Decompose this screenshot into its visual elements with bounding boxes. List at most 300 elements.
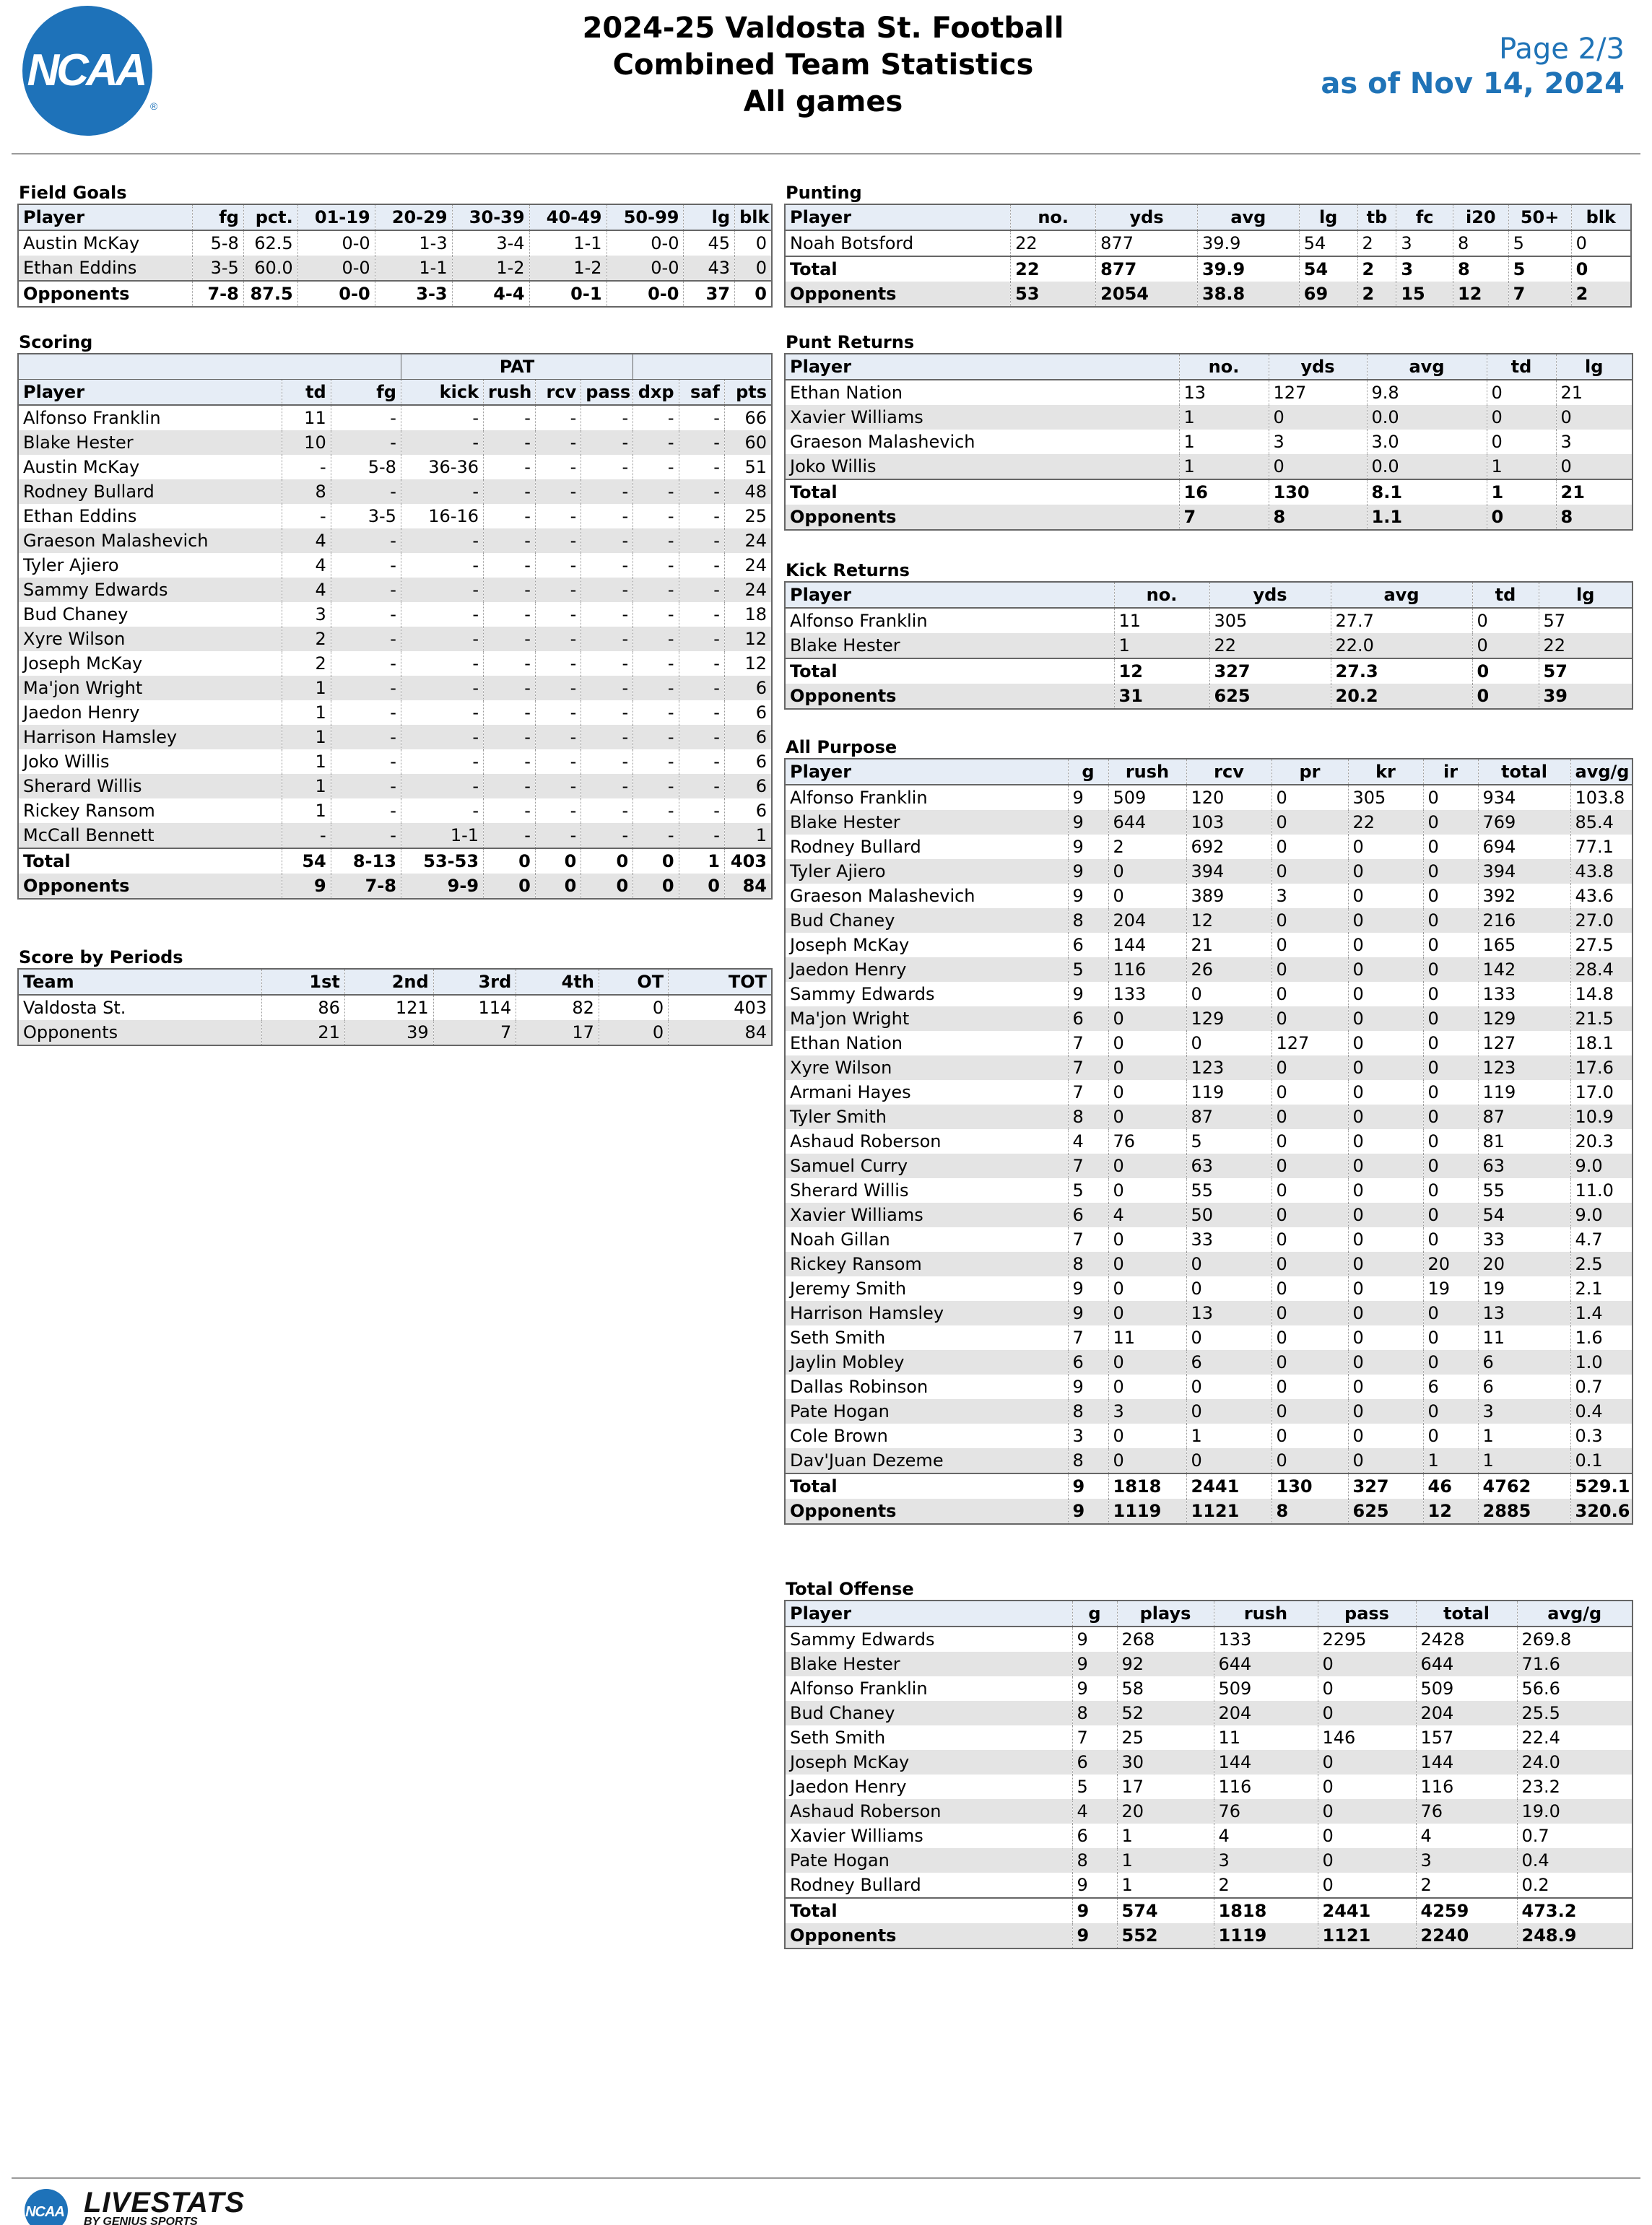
table-row	[18, 455, 772, 479]
stat-cell: 0	[1423, 1203, 1478, 1227]
stat-cell: -	[633, 651, 679, 676]
stat-cell: 1	[1423, 1448, 1478, 1473]
page-number: Page 2/3	[1499, 32, 1625, 66]
stat-cell: 31	[1114, 684, 1209, 709]
table-row	[785, 982, 1633, 1006]
column-header: total	[1478, 759, 1570, 785]
kick-returns-section	[784, 559, 1632, 710]
row-label: Total	[785, 1473, 1068, 1499]
stat-cell: 0	[755, 233, 767, 253]
stat-cell: 0	[1318, 1750, 1416, 1775]
stat-cell: 20.2	[1331, 684, 1472, 709]
table-row	[785, 1627, 1633, 1652]
stat-cell: 0	[1271, 785, 1348, 810]
stat-cell: 157	[1416, 1725, 1517, 1750]
stat-cell: 71.6	[1517, 1652, 1633, 1676]
stat-cell: 5	[1072, 1775, 1117, 1799]
table-row	[18, 578, 772, 602]
table-row	[18, 504, 772, 528]
stat-cell: 20	[1117, 1799, 1214, 1824]
stat-cell: 1.0	[1570, 1350, 1633, 1375]
column-header: td	[1472, 582, 1539, 608]
stat-cell: -	[679, 455, 724, 479]
stat-cell: 4.7	[1575, 1229, 1603, 1250]
score-by-periods-section	[17, 946, 773, 1046]
row-label: Joseph McKay	[785, 1750, 1072, 1775]
stat-cell: 2054	[1096, 282, 1198, 307]
stat-cell: 644	[1108, 810, 1186, 835]
stat-cell: 27.0	[1570, 908, 1633, 933]
header-row	[18, 380, 772, 406]
stat-cell: 0	[1423, 957, 1478, 982]
column-header: tb	[1357, 204, 1396, 230]
stat-cell: 644	[1214, 1652, 1318, 1676]
stat-cell: -	[581, 774, 633, 798]
stat-cell: -	[484, 823, 536, 848]
stat-cell: -	[401, 798, 483, 823]
stat-cell: -	[331, 700, 401, 725]
stat-cell: 3-3	[375, 281, 452, 307]
stat-cell: 0	[1423, 1105, 1478, 1129]
ncaa-logo-text: NCAA	[27, 45, 145, 95]
stat-cell: -	[581, 725, 633, 749]
stat-cell: 0	[1271, 1424, 1348, 1448]
stat-cell: -	[581, 749, 633, 774]
stat-cell: 0	[1108, 1080, 1186, 1105]
punt-returns-table	[784, 353, 1633, 531]
stat-cell: 0	[1348, 1129, 1423, 1154]
column-header: 30-39	[452, 204, 529, 230]
stat-cell: 0	[599, 1020, 668, 1045]
row-label: Noah Gillan	[785, 1227, 1068, 1252]
stat-cell: 116	[1416, 1775, 1517, 1799]
stat-cell: 62.5	[243, 230, 297, 256]
stat-cell: 22	[1011, 256, 1096, 282]
stat-cell: 0	[1108, 1448, 1186, 1473]
stat-cell: 0	[1271, 835, 1348, 859]
stat-cell: 305	[1348, 785, 1423, 810]
column-header: Player	[785, 759, 1068, 785]
stat-cell: 39.9	[1197, 256, 1299, 282]
stat-cell: -	[679, 774, 724, 798]
stat-cell: -	[535, 700, 581, 725]
stat-cell: 25	[1117, 1725, 1214, 1750]
stat-cell: 84	[669, 1020, 772, 1045]
column-header: yds	[1096, 204, 1198, 230]
stat-cell: 625	[1209, 684, 1331, 709]
kick-returns-table	[784, 581, 1633, 710]
stat-cell: 509	[1416, 1676, 1517, 1701]
column-header: fg	[331, 380, 401, 406]
as-of-date: as of Nov 14, 2024	[1321, 67, 1625, 100]
row-label: Harrison Hamsley	[18, 725, 282, 749]
column-header: lg	[1299, 204, 1357, 230]
row-label: Pate Hogan	[785, 1848, 1072, 1873]
row-label: Rodney Bullard	[785, 835, 1068, 859]
table-row	[785, 1873, 1633, 1898]
stat-cell: 19	[1423, 1276, 1478, 1301]
table-row	[785, 454, 1633, 479]
column-header: td	[1487, 354, 1556, 380]
totals-row	[785, 1923, 1633, 1948]
column-header: Player	[785, 582, 1114, 608]
table-row	[18, 725, 772, 749]
stat-cell: -	[633, 455, 679, 479]
column-header: Player	[785, 354, 1179, 380]
stat-cell: 7-8	[331, 874, 401, 899]
column-header: 3rd	[433, 969, 516, 995]
stat-cell: 123	[1186, 1055, 1271, 1080]
stat-cell: 509	[1108, 785, 1186, 810]
stat-cell: -	[331, 627, 401, 651]
totals-row	[18, 281, 772, 307]
stat-cell: 0.1	[1570, 1448, 1633, 1473]
stat-cell: 0-0	[607, 256, 684, 281]
stat-cell: 4	[1108, 1203, 1186, 1227]
column-header: saf	[679, 380, 724, 406]
stat-cell: 877	[1096, 230, 1198, 256]
stat-cell: -	[331, 553, 401, 578]
row-label: Graeson Malashevich	[785, 430, 1179, 454]
stat-cell: 4	[1416, 1824, 1517, 1848]
stat-cell: 0	[1108, 1154, 1186, 1178]
stat-cell: 0	[484, 874, 536, 899]
stat-cell: 0-0	[297, 256, 375, 281]
row-label: Joseph McKay	[785, 933, 1068, 957]
stat-cell: 0.0	[1367, 405, 1487, 430]
row-label: Xavier Williams	[785, 1824, 1072, 1848]
stat-cell: 1	[1186, 1424, 1271, 1448]
row-label: Total	[785, 256, 1011, 282]
stat-cell: 0	[1472, 633, 1539, 658]
stat-cell: 9.0	[1570, 1203, 1633, 1227]
row-label: Total	[785, 658, 1114, 684]
column-header: 01-19	[297, 204, 375, 230]
stat-cell: 7	[1072, 1725, 1117, 1750]
table-row	[18, 230, 772, 256]
column-header: dxp	[633, 380, 679, 406]
stat-cell: 20.3	[1575, 1131, 1614, 1151]
stat-cell: 19	[1478, 1276, 1570, 1301]
stat-cell: 4-4	[452, 281, 529, 307]
stat-cell: 23.2	[1521, 1777, 1560, 1797]
stat-cell: 1-1	[401, 823, 483, 848]
stat-cell: -	[581, 553, 633, 578]
stat-cell: -	[679, 798, 724, 823]
stat-cell: 27.3	[1331, 658, 1472, 684]
report-title	[448, 10, 1199, 121]
stat-cell: -	[633, 823, 679, 848]
stat-cell: 0	[1423, 835, 1478, 859]
column-header: lg	[684, 204, 735, 230]
stat-cell: 0	[599, 995, 668, 1020]
stat-cell: 0.2	[1521, 1875, 1549, 1895]
stat-cell: -	[633, 749, 679, 774]
stat-cell: 5	[1508, 230, 1571, 256]
stat-cell: 9.8	[1367, 380, 1487, 405]
stat-cell: 2	[1214, 1873, 1318, 1898]
stat-cell: 1	[1179, 454, 1269, 479]
stat-cell: -	[282, 455, 331, 479]
stat-cell: 9	[1068, 1301, 1108, 1325]
table-row	[785, 1031, 1633, 1055]
stat-cell: -	[484, 700, 536, 725]
stat-cell: -	[679, 479, 724, 504]
stat-cell: 327	[1209, 658, 1331, 684]
stat-cell: 529.1	[1570, 1473, 1633, 1499]
stat-cell: 133	[1108, 982, 1186, 1006]
stat-cell: 84	[724, 874, 772, 899]
stat-cell: -	[331, 676, 401, 700]
stat-cell: -	[282, 504, 331, 528]
stat-cell: -	[535, 823, 581, 848]
stat-cell: 327	[1348, 1473, 1423, 1499]
stat-cell: 1	[724, 823, 772, 848]
stat-cell: -	[331, 405, 401, 430]
punting-title: Punting	[786, 183, 862, 203]
stat-cell: 11	[282, 405, 331, 430]
stat-cell: 2240	[1416, 1923, 1517, 1948]
stat-cell: 0	[535, 874, 581, 899]
stat-cell: 114	[433, 995, 516, 1020]
stat-cell: 5-8	[331, 455, 401, 479]
stat-cell: -	[633, 700, 679, 725]
stat-cell: 8.1	[1367, 479, 1487, 505]
stat-cell: 11	[1214, 1725, 1318, 1750]
stat-cell: 204	[1214, 1701, 1318, 1725]
stat-cell: 6	[1186, 1350, 1271, 1375]
stat-cell: 45	[684, 230, 735, 256]
table-row	[18, 1020, 772, 1045]
column-header: Player	[785, 1601, 1072, 1627]
stat-cell: 123	[1478, 1055, 1570, 1080]
stat-cell: 0	[1487, 380, 1556, 405]
stat-cell: 0	[1423, 859, 1478, 884]
stat-cell: 0	[1271, 1105, 1348, 1129]
stat-cell: -	[401, 774, 483, 798]
stat-cell: 6	[1068, 1350, 1108, 1375]
stat-cell: 54	[282, 848, 331, 874]
stat-cell: 9	[1068, 1473, 1108, 1499]
stat-cell: 116	[1108, 957, 1186, 982]
stat-cell: 103.8	[1575, 788, 1625, 808]
stat-cell: -	[484, 528, 536, 553]
title-line-1: 2024-25 Valdosta St. Football	[582, 12, 1064, 45]
table-row	[785, 1129, 1633, 1154]
stat-cell: -	[282, 823, 331, 848]
stat-cell: 0	[1423, 1301, 1478, 1325]
column-header: total	[1416, 1601, 1517, 1627]
stat-cell: 0-1	[529, 281, 607, 307]
stat-cell: 2	[1357, 230, 1396, 256]
column-header: g	[1072, 1601, 1117, 1627]
kick-returns-title: Kick Returns	[786, 560, 910, 580]
row-label: Alfonso Franklin	[785, 1676, 1072, 1701]
stat-cell: 0	[1348, 1325, 1423, 1350]
row-label: Ashaud Roberson	[785, 1799, 1072, 1824]
stat-cell: 0	[581, 848, 633, 874]
row-label: Ethan Eddins	[18, 256, 193, 281]
column-header: lg	[1539, 582, 1633, 608]
stat-cell: 0	[1472, 684, 1539, 709]
stat-cell: 0	[735, 256, 772, 281]
livestats-text: LIVESTATS	[84, 2187, 245, 2219]
row-label: Sherard Willis	[18, 774, 282, 798]
stat-cell: 0	[1423, 1325, 1478, 1350]
stat-cell: -	[679, 553, 724, 578]
stat-cell: -	[633, 553, 679, 578]
stat-cell: 1	[282, 774, 331, 798]
stat-cell: 25.5	[1517, 1701, 1633, 1725]
row-label: Jaedon Henry	[18, 700, 282, 725]
stat-cell: 0	[1108, 1006, 1186, 1031]
row-label: Total	[785, 1898, 1072, 1923]
stat-cell: 8	[1068, 1252, 1108, 1276]
stat-cell: 7	[1508, 282, 1571, 307]
stat-cell: 9	[1072, 1627, 1117, 1652]
stat-cell: 14.8	[1575, 984, 1614, 1004]
row-label: Total	[785, 479, 1179, 505]
stat-cell: 2	[1416, 1873, 1517, 1898]
stat-cell: 86	[262, 995, 345, 1020]
stat-cell: 4259	[1416, 1898, 1517, 1923]
stat-cell: 12	[1186, 908, 1271, 933]
header-group-spacer	[633, 354, 772, 380]
ncaa-logo	[20, 4, 157, 137]
header-group-spacer	[18, 354, 401, 380]
stat-cell: 403	[734, 998, 767, 1018]
column-header: yds	[1209, 582, 1331, 608]
stat-cell: 2441	[1318, 1898, 1416, 1923]
footer-divider	[12, 2177, 1640, 2179]
column-header: 1st	[262, 969, 345, 995]
stat-cell: -	[331, 651, 401, 676]
stat-cell: 6	[1478, 1350, 1570, 1375]
column-header: no.	[1179, 354, 1269, 380]
stat-cell: 39	[344, 1020, 433, 1045]
stat-cell: 0.7	[1521, 1826, 1549, 1846]
stat-cell: 0	[1271, 1129, 1348, 1154]
column-header: Player	[785, 204, 1011, 230]
stat-cell: 12	[724, 627, 772, 651]
stat-cell: 60	[724, 430, 772, 455]
stat-cell: -	[581, 602, 633, 627]
stat-cell: 1	[282, 749, 331, 774]
stat-cell: 2.5	[1570, 1252, 1633, 1276]
stat-cell: 5-8	[193, 230, 244, 256]
table-row	[785, 1701, 1633, 1725]
row-label: Blake Hester	[785, 1652, 1072, 1676]
stat-cell: 6	[1423, 1375, 1478, 1399]
scoring-section	[17, 331, 773, 900]
stat-cell: 1	[1179, 405, 1269, 430]
stat-cell: 6	[1072, 1750, 1117, 1775]
stat-cell: 3	[1396, 256, 1453, 282]
column-header: no.	[1114, 582, 1209, 608]
stat-cell: 0	[1348, 1031, 1423, 1055]
table-row	[785, 1799, 1633, 1824]
row-label: Pate Hogan	[785, 1399, 1068, 1424]
ncaa-badge-text: NCAA	[25, 2204, 64, 2220]
stat-cell: 33	[1186, 1227, 1271, 1252]
stat-cell: 0	[1271, 859, 1348, 884]
stat-cell: -	[484, 774, 536, 798]
stat-cell: 392	[1478, 884, 1570, 908]
stat-cell: 28.4	[1570, 957, 1633, 982]
stat-cell: 0	[1271, 1399, 1348, 1424]
stat-cell: -	[331, 774, 401, 798]
header-row	[785, 204, 1631, 230]
stat-cell: 0	[1423, 810, 1478, 835]
stat-cell: 76	[1108, 1129, 1186, 1154]
stat-cell: 0	[1186, 1325, 1271, 1350]
stat-cell: 3	[1214, 1848, 1318, 1873]
stat-cell: 0	[1423, 1350, 1478, 1375]
stat-cell: 0	[1423, 933, 1478, 957]
stat-cell: -	[679, 602, 724, 627]
column-header: Player	[18, 380, 282, 406]
table-row	[785, 380, 1633, 405]
stat-cell: 0	[1318, 1701, 1416, 1725]
table-row	[785, 835, 1633, 859]
stat-cell: 0	[1423, 1129, 1478, 1154]
stat-cell: 204	[1108, 908, 1186, 933]
stat-cell: 12	[1453, 282, 1509, 307]
table-row	[785, 1775, 1633, 1799]
stat-cell: 87.5	[243, 281, 297, 307]
stat-cell: 36-36	[401, 455, 483, 479]
stat-cell: -	[484, 627, 536, 651]
stat-cell: 5	[1068, 957, 1108, 982]
totals-row	[18, 848, 772, 874]
stat-cell: 16-16	[401, 504, 483, 528]
stat-cell: -	[331, 528, 401, 553]
stat-cell: 0	[1348, 1399, 1423, 1424]
row-label: Alfonso Franklin	[18, 405, 282, 430]
page-info	[1321, 32, 1625, 101]
stat-cell: -	[581, 430, 633, 455]
stat-cell: -	[633, 504, 679, 528]
stat-cell: 1	[1117, 1848, 1214, 1873]
stat-cell: 22	[1539, 633, 1633, 658]
stat-cell: 12	[1114, 658, 1209, 684]
row-label: Austin McKay	[18, 455, 282, 479]
stat-cell: 2	[1357, 256, 1396, 282]
row-label: Seth Smith	[785, 1725, 1072, 1750]
column-header: 50-99	[607, 204, 684, 230]
stat-cell: 1	[282, 725, 331, 749]
stat-cell: 0	[1318, 1775, 1416, 1799]
total-offense-section	[784, 1578, 1632, 1949]
stat-cell: 51	[744, 457, 767, 477]
stat-cell: -	[633, 676, 679, 700]
title-line-3: All games	[743, 85, 903, 118]
stat-cell: 0-0	[297, 281, 375, 307]
row-label: Opponents	[18, 281, 193, 307]
table-row	[18, 676, 772, 700]
stat-cell: 0	[1487, 505, 1556, 530]
stat-cell: 0	[1318, 1824, 1416, 1848]
stat-cell: 216	[1478, 908, 1570, 933]
stat-cell: 7	[433, 1020, 516, 1045]
table-row	[785, 1080, 1633, 1105]
table-row	[18, 528, 772, 553]
stat-cell: 473.2	[1517, 1898, 1633, 1923]
stat-cell: 27.5	[1575, 935, 1614, 955]
stat-cell: -	[535, 553, 581, 578]
stat-cell: 0	[1571, 256, 1631, 282]
punt-returns-section	[784, 331, 1632, 531]
